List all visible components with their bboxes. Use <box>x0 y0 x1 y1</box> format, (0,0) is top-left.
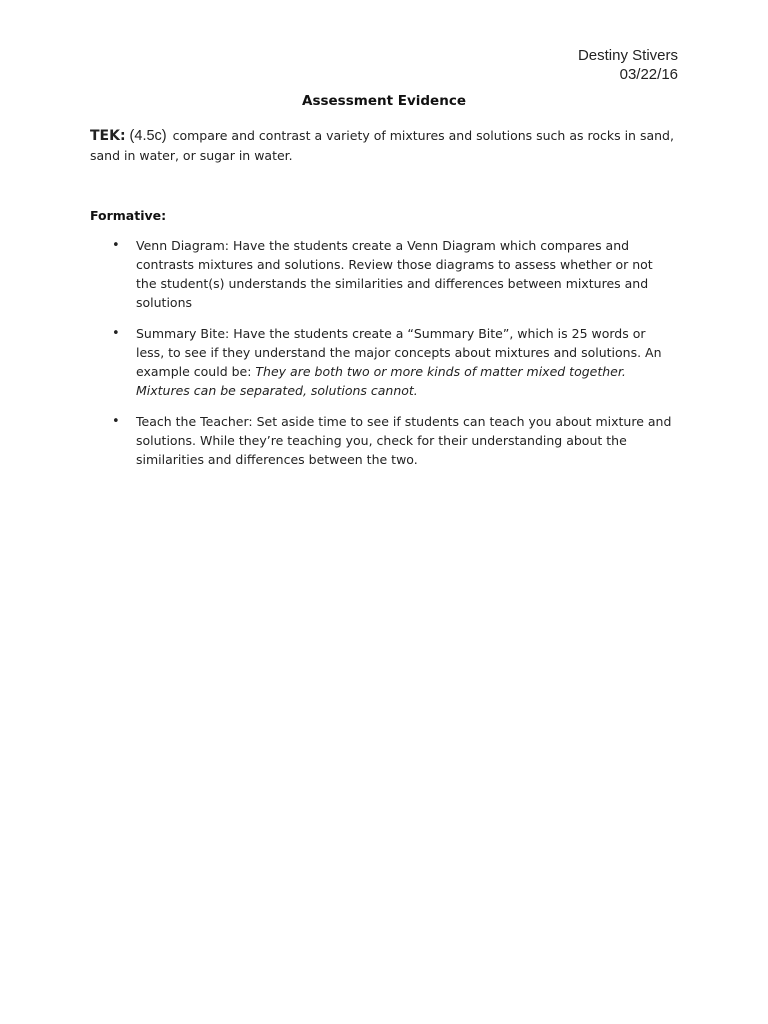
tek-text: compare and contrast a variety of mixtures and solutions such as rocks in sand, sand in water, or sugar in water. <box>90 128 674 163</box>
list-item <box>112 324 672 400</box>
list-item-text: Summary Bite: Have the students create a “Summary Bite”, which is 25 words or less, to see if they understand the major concepts about mixtures and solutions. An example could be: <box>136 326 662 379</box>
tek-label: TEK: <box>90 128 126 144</box>
bullet-icon: • <box>112 238 120 253</box>
bullet-icon: • <box>112 414 120 429</box>
bullet-icon: • <box>112 326 120 341</box>
list-item-text: Venn Diagram: Have the students create a Venn Diagram which compares and contrasts mixtures and solutions. Review those diagrams to assess whether or not the student(s) understands the similarities and differences between mixtures and solutions <box>136 238 653 310</box>
list-item-text: Teach the Teacher: Set aside time to see if students can teach you about mixture and solutions. While they’re teaching you, check for their understanding about the similarities and differences between the two. <box>136 414 672 467</box>
list-item <box>112 236 672 312</box>
author-date-block <box>578 46 678 84</box>
document-date: 03/22/16 <box>619 66 678 83</box>
author-name: Destiny Stivers <box>577 47 678 64</box>
list-item-example: They are both two or more kinds of matter mixed together. Mixtures can be separated, solutions cannot. <box>136 364 626 398</box>
formative-list <box>112 236 672 481</box>
tek-code: (4.5c) <box>129 128 167 144</box>
page-title: Assessment Evidence <box>302 93 466 109</box>
list-item <box>112 412 672 469</box>
formative-heading: Formative: <box>90 208 167 223</box>
tek-paragraph <box>90 126 680 166</box>
